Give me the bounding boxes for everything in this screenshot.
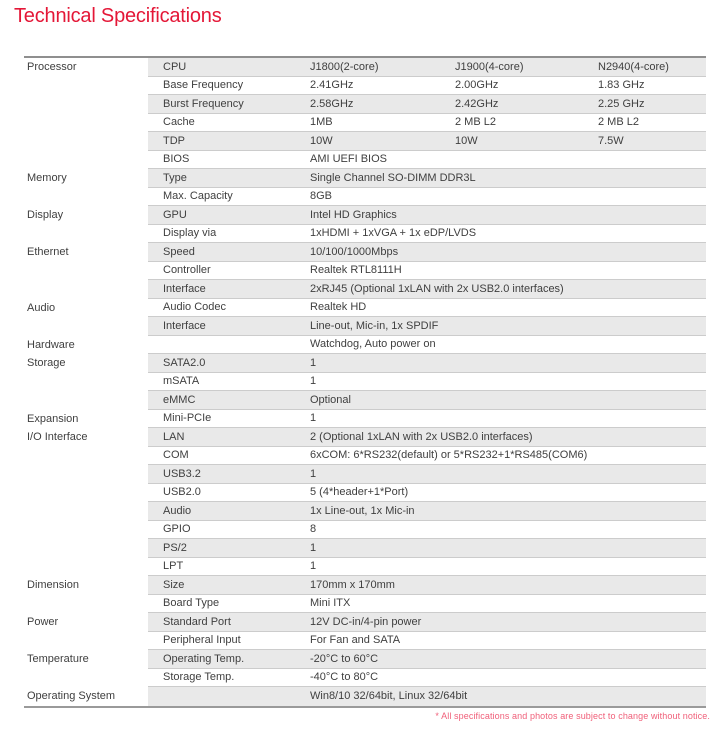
table-row (24, 336, 706, 355)
table-row (24, 169, 706, 188)
spec-values (310, 98, 706, 110)
spec-value: 1x Line-out, 1x Mic-in (310, 504, 415, 517)
spec-value: 1MB (310, 116, 333, 129)
spec-label: SATA2.0 (163, 356, 206, 369)
spec-values (310, 190, 706, 202)
table-row (24, 391, 706, 410)
page-title: Technical Specifications (14, 5, 222, 27)
table-row (24, 58, 706, 77)
table-row (24, 114, 706, 133)
table-row (24, 317, 706, 336)
table-row (24, 151, 706, 170)
spec-label: Interface (163, 319, 206, 332)
table-row (24, 539, 706, 558)
table-row (24, 595, 706, 614)
spec-value: 2.41GHz (310, 79, 354, 92)
spec-value: J1800(2-core) (310, 60, 379, 73)
category-label: Ethernet (24, 243, 148, 262)
spec-value: 7.5W (598, 134, 624, 147)
spec-values (310, 357, 706, 369)
category-label (24, 225, 148, 244)
category-label (24, 262, 148, 281)
spec-cells (148, 354, 706, 373)
category-label: Hardware (24, 336, 148, 355)
table-row (24, 484, 706, 503)
category-label: Memory (24, 169, 148, 188)
spec-label: Operating Temp. (163, 652, 245, 665)
category-label (24, 280, 148, 299)
spec-value: 2 MB L2 (598, 116, 639, 129)
spec-value: 1 (310, 541, 317, 554)
spec-label: Audio Codec (163, 301, 226, 314)
spec-value: 2 (Optional 1xLAN with 2x USB2.0 interfaces) (310, 430, 533, 443)
spec-values (310, 412, 706, 424)
table-row (24, 410, 706, 429)
spec-value: AMI UEFI BIOS (310, 153, 388, 166)
spec-value: 8 (310, 523, 317, 536)
spec-label: Display via (163, 227, 217, 240)
spec-cells (148, 595, 706, 614)
spec-values (310, 671, 706, 683)
category-label: Dimension (24, 576, 148, 595)
spec-cells (148, 336, 706, 355)
spec-value: 1 (310, 467, 317, 480)
spec-values (310, 431, 706, 443)
spec-values (310, 634, 706, 646)
table-row (24, 206, 706, 225)
spec-values (310, 320, 706, 332)
category-label (24, 521, 148, 540)
spec-values (310, 301, 706, 313)
spec-label: Speed (163, 245, 195, 258)
category-label (24, 669, 148, 688)
category-label: I/O Interface (24, 428, 148, 447)
spec-label: Size (163, 578, 185, 591)
spec-values (310, 61, 706, 73)
table-row (24, 502, 706, 521)
table-row (24, 632, 706, 651)
spec-label: USB2.0 (163, 486, 201, 499)
spec-values (310, 468, 706, 480)
spec-values (310, 597, 706, 609)
spec-label: Audio (163, 504, 192, 517)
spec-cells (148, 502, 706, 521)
spec-cells (148, 243, 706, 262)
spec-label: Mini-PCIe (163, 412, 212, 425)
spec-table (24, 56, 706, 708)
spec-cells (148, 188, 706, 207)
spec-value: 1.83 GHz (598, 79, 645, 92)
spec-values (310, 542, 706, 554)
spec-cells (148, 391, 706, 410)
spec-label: Type (163, 171, 187, 184)
spec-value: 2xRJ45 (Optional 1xLAN with 2x USB2.0 interfaces) (310, 282, 564, 295)
category-label (24, 502, 148, 521)
table-row (24, 243, 706, 262)
spec-label: Controller (163, 264, 211, 277)
category-label (24, 151, 148, 170)
spec-label: COM (163, 449, 189, 462)
category-label (24, 558, 148, 577)
spec-label: Storage Temp. (163, 671, 235, 684)
spec-values (310, 153, 706, 165)
table-row (24, 373, 706, 392)
table-row (24, 262, 706, 281)
spec-value: 5 (4*header+1*Port) (310, 486, 409, 499)
spec-value: Watchdog, Auto power on (310, 338, 436, 351)
spec-cells (148, 114, 706, 133)
spec-value: 12V DC-in/4-pin power (310, 615, 422, 628)
spec-cells (148, 77, 706, 96)
spec-values (310, 135, 706, 147)
category-label (24, 188, 148, 207)
spec-values (310, 449, 706, 461)
spec-cells (148, 484, 706, 503)
table-row (24, 280, 706, 299)
spec-value: 10W (455, 134, 478, 147)
spec-cells (148, 299, 706, 318)
spec-label: mSATA (163, 375, 200, 388)
spec-label: eMMC (163, 393, 196, 406)
spec-label: TDP (163, 134, 185, 147)
spec-cells (148, 262, 706, 281)
category-label: Operating System (24, 687, 148, 706)
spec-cells (148, 687, 706, 706)
spec-cells (148, 151, 706, 170)
spec-values (310, 690, 706, 702)
spec-cells (148, 669, 706, 688)
spec-value: Intel HD Graphics (310, 208, 397, 221)
table-row (24, 188, 706, 207)
category-label (24, 465, 148, 484)
spec-values (310, 505, 706, 517)
spec-cells (148, 169, 706, 188)
spec-value: 2 MB L2 (455, 116, 496, 129)
spec-label: USB3.2 (163, 467, 201, 480)
category-label: Expansion (24, 410, 148, 429)
category-label (24, 77, 148, 96)
table-row (24, 299, 706, 318)
spec-value: 1 (310, 560, 317, 573)
table-row (24, 428, 706, 447)
category-label (24, 114, 148, 133)
table-row (24, 132, 706, 151)
spec-cells (148, 650, 706, 669)
table-row (24, 558, 706, 577)
spec-cells (148, 539, 706, 558)
spec-cells (148, 465, 706, 484)
spec-cells (148, 632, 706, 651)
spec-values (310, 523, 706, 535)
spec-value: 2.42GHz (455, 97, 499, 110)
spec-cells (148, 521, 706, 540)
spec-value: 1 (310, 356, 317, 369)
spec-values (310, 394, 706, 406)
spec-values (310, 375, 706, 387)
spec-cells (148, 613, 706, 632)
table-row (24, 576, 706, 595)
spec-values (310, 246, 706, 258)
footnote: * All specifications and photos are subject to change without notice. (435, 711, 710, 721)
spec-label: Burst Frequency (163, 97, 244, 110)
table-row (24, 354, 706, 373)
spec-values (310, 653, 706, 665)
spec-cells (148, 410, 706, 429)
spec-value: -20°C to 60°C (310, 652, 379, 665)
spec-value: -40°C to 80°C (310, 671, 379, 684)
table-row (24, 77, 706, 96)
spec-value: Single Channel SO-DIMM DDR3L (310, 171, 476, 184)
spec-values (310, 209, 706, 221)
spec-cells (148, 132, 706, 151)
category-label: Audio (24, 299, 148, 318)
category-label (24, 95, 148, 114)
table-row (24, 95, 706, 114)
spec-cells (148, 317, 706, 336)
table-row (24, 650, 706, 669)
category-label (24, 539, 148, 558)
spec-cells (148, 373, 706, 392)
spec-value: 8GB (310, 190, 333, 203)
spec-values (310, 172, 706, 184)
spec-values (310, 486, 706, 498)
spec-label: Cache (163, 116, 195, 129)
spec-label: BIOS (163, 153, 190, 166)
category-label (24, 317, 148, 336)
spec-value: Mini ITX (310, 597, 351, 610)
spec-value: 1xHDMI + 1xVGA + 1x eDP/LVDS (310, 227, 477, 240)
spec-cells (148, 280, 706, 299)
category-label (24, 595, 148, 614)
spec-values (310, 79, 706, 91)
category-label: Processor (24, 58, 148, 77)
spec-label: Interface (163, 282, 206, 295)
category-label: Display (24, 206, 148, 225)
spec-value: 10/100/1000Mbps (310, 245, 399, 258)
spec-values (310, 116, 706, 128)
spec-value: 2.00GHz (455, 79, 499, 92)
category-label (24, 391, 148, 410)
spec-label: CPU (163, 60, 187, 73)
spec-cells (148, 58, 706, 77)
spec-cells (148, 558, 706, 577)
spec-value: N2940(4-core) (598, 60, 669, 73)
spec-value: 6xCOM: 6*RS232(default) or 5*RS232+1*RS485(COM6) (310, 449, 588, 462)
spec-cells (148, 225, 706, 244)
spec-value: Realtek RTL8111H (310, 264, 402, 277)
category-label: Temperature (24, 650, 148, 669)
spec-value: Win8/10 32/64bit, Linux 32/64bit (310, 690, 468, 703)
spec-value: 1 (310, 412, 317, 425)
table-row (24, 225, 706, 244)
spec-label: GPU (163, 208, 187, 221)
spec-cells (148, 576, 706, 595)
spec-values (310, 560, 706, 572)
spec-value: Optional (310, 393, 351, 406)
spec-value: 2.25 GHz (598, 97, 645, 110)
category-label: Storage (24, 354, 148, 373)
spec-value: 1 (310, 375, 317, 388)
spec-cells (148, 447, 706, 466)
category-label (24, 447, 148, 466)
table-row (24, 465, 706, 484)
spec-values (310, 579, 706, 591)
category-label (24, 373, 148, 392)
table-row (24, 447, 706, 466)
spec-label: PS/2 (163, 541, 187, 554)
table-row (24, 669, 706, 688)
spec-value: J1900(4-core) (455, 60, 524, 73)
spec-label: Standard Port (163, 615, 231, 628)
category-label (24, 484, 148, 503)
spec-cells (148, 428, 706, 447)
spec-value: Realtek HD (310, 301, 367, 314)
spec-label: LAN (163, 430, 185, 443)
spec-values (310, 616, 706, 628)
spec-values (310, 264, 706, 276)
spec-value: 170mm x 170mm (310, 578, 395, 591)
category-label (24, 132, 148, 151)
spec-values (310, 283, 706, 295)
spec-values (310, 227, 706, 239)
table-row (24, 613, 706, 632)
spec-label: Max. Capacity (163, 190, 233, 203)
category-label: Power (24, 613, 148, 632)
spec-label: GPIO (163, 523, 191, 536)
spec-label: Base Frequency (163, 79, 244, 92)
spec-value: 10W (310, 134, 333, 147)
spec-value: Line-out, Mic-in, 1x SPDIF (310, 319, 439, 332)
category-label (24, 632, 148, 651)
spec-label: Board Type (163, 597, 220, 610)
spec-cells (148, 95, 706, 114)
spec-cells (148, 206, 706, 225)
spec-label: Peripheral Input (163, 634, 241, 647)
table-row (24, 521, 706, 540)
spec-label: LPT (163, 560, 184, 573)
spec-values (310, 338, 706, 350)
spec-value: 2.58GHz (310, 97, 354, 110)
table-row (24, 687, 706, 706)
spec-value: For Fan and SATA (310, 634, 401, 647)
